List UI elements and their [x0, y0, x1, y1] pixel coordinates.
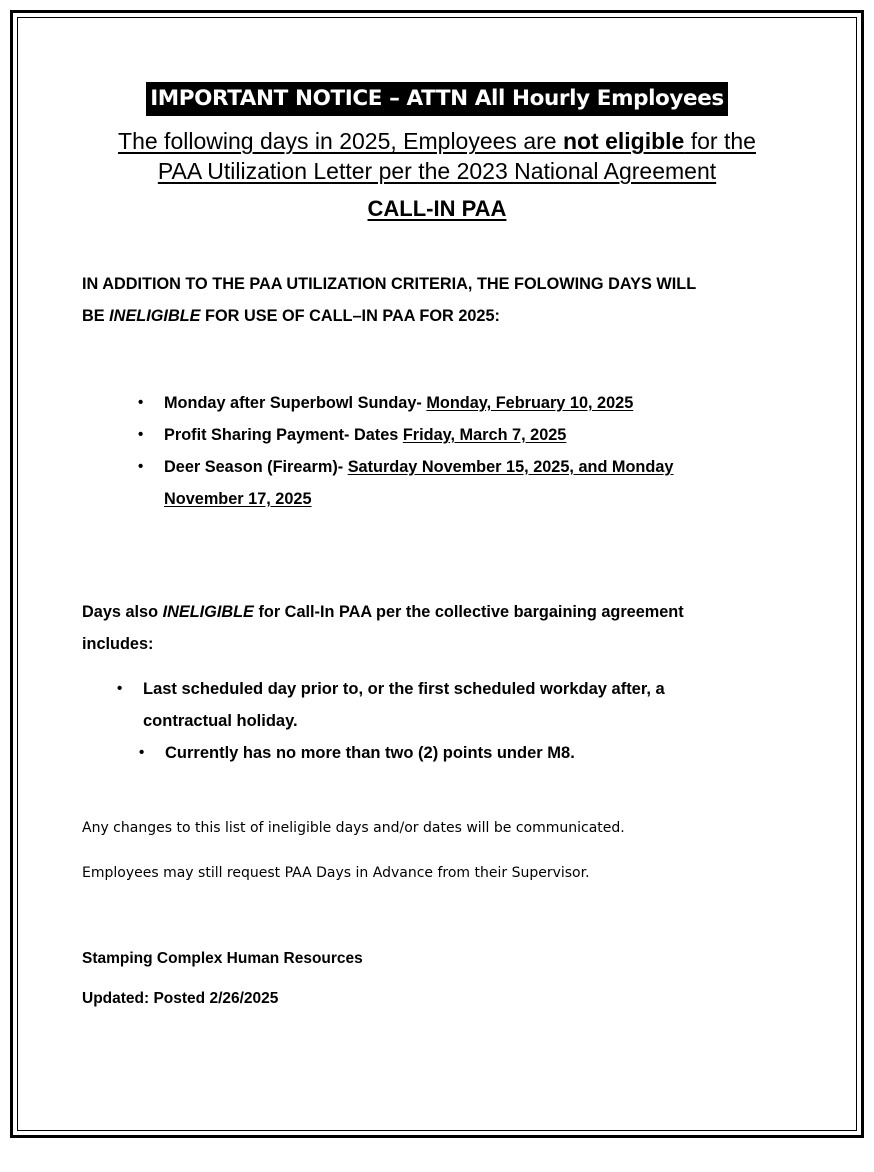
cba-item-line-2: contractual holiday. — [143, 712, 298, 730]
cba-list-nested — [165, 737, 575, 769]
subheading-line-1 — [0, 127, 874, 156]
subheading-emphasis: not eligible — [562, 128, 685, 154]
cba-suffix: for Call-In PAA per the collective bargaining agreement — [253, 603, 684, 621]
list-item — [164, 419, 673, 451]
ineligible-days-list — [164, 387, 673, 515]
signature-department: Stamping Complex Human Resources — [82, 950, 363, 967]
list-item — [143, 673, 665, 737]
cba-line-1 — [82, 596, 684, 628]
list-item — [165, 737, 575, 769]
intro-line-1: IN ADDITION TO THE PAA UTILIZATION CRITERIA, THE FOLOWING DAYS WILL — [82, 275, 697, 293]
section-title: CALL-IN PAA — [367, 196, 507, 221]
intro-emphasis: INELIGIBLE — [109, 307, 201, 325]
list-item — [164, 451, 673, 515]
cba-item-line-1: Currently has no more than two (2) points under M8. — [165, 744, 575, 762]
subheading-line-2: PAA Utilization Letter per the 2023 National Agreement — [157, 158, 717, 184]
item-date: Friday, March 7, 2025 — [402, 426, 567, 444]
list-item — [164, 387, 673, 419]
cba-emphasis: INELIGIBLE — [162, 603, 254, 621]
note-changes: Any changes to this list of ineligible days and/or dates will be communicated. — [82, 820, 625, 836]
notice-banner-row — [0, 82, 874, 116]
item-label: Profit Sharing Payment- Dates — [164, 426, 403, 444]
item-label: Deer Season (Firearm)- — [164, 458, 348, 476]
updated-date: Updated: Posted 2/26/2025 — [82, 990, 279, 1007]
notice-banner: IMPORTANT NOTICE – ATTN All Hourly Employees — [146, 82, 728, 116]
intro-line-2 — [82, 300, 500, 332]
cba-list — [143, 673, 665, 737]
item-date: Saturday November 15, 2025, and Monday — [347, 458, 674, 476]
item-date-continued: November 17, 2025 — [164, 490, 312, 508]
cba-item-line-1: Last scheduled day prior to, or the first scheduled workday after, a — [143, 680, 665, 698]
cba-line-2: includes: — [82, 635, 154, 653]
item-date: Monday, February 10, 2025 — [426, 394, 634, 412]
cba-prefix: Days also — [82, 603, 163, 621]
subheading-suffix: for the — [684, 128, 756, 154]
note-advance-request: Employees may still request PAA Days in Advance from their Supervisor. — [82, 865, 590, 881]
item-label: Monday after Superbowl Sunday- — [164, 394, 427, 412]
subheading-prefix: The following days in 2025, Employees are — [118, 128, 563, 154]
intro-suffix: FOR USE OF CALL–IN PAA FOR 2025: — [200, 307, 500, 325]
intro-prefix: BE — [82, 307, 110, 325]
